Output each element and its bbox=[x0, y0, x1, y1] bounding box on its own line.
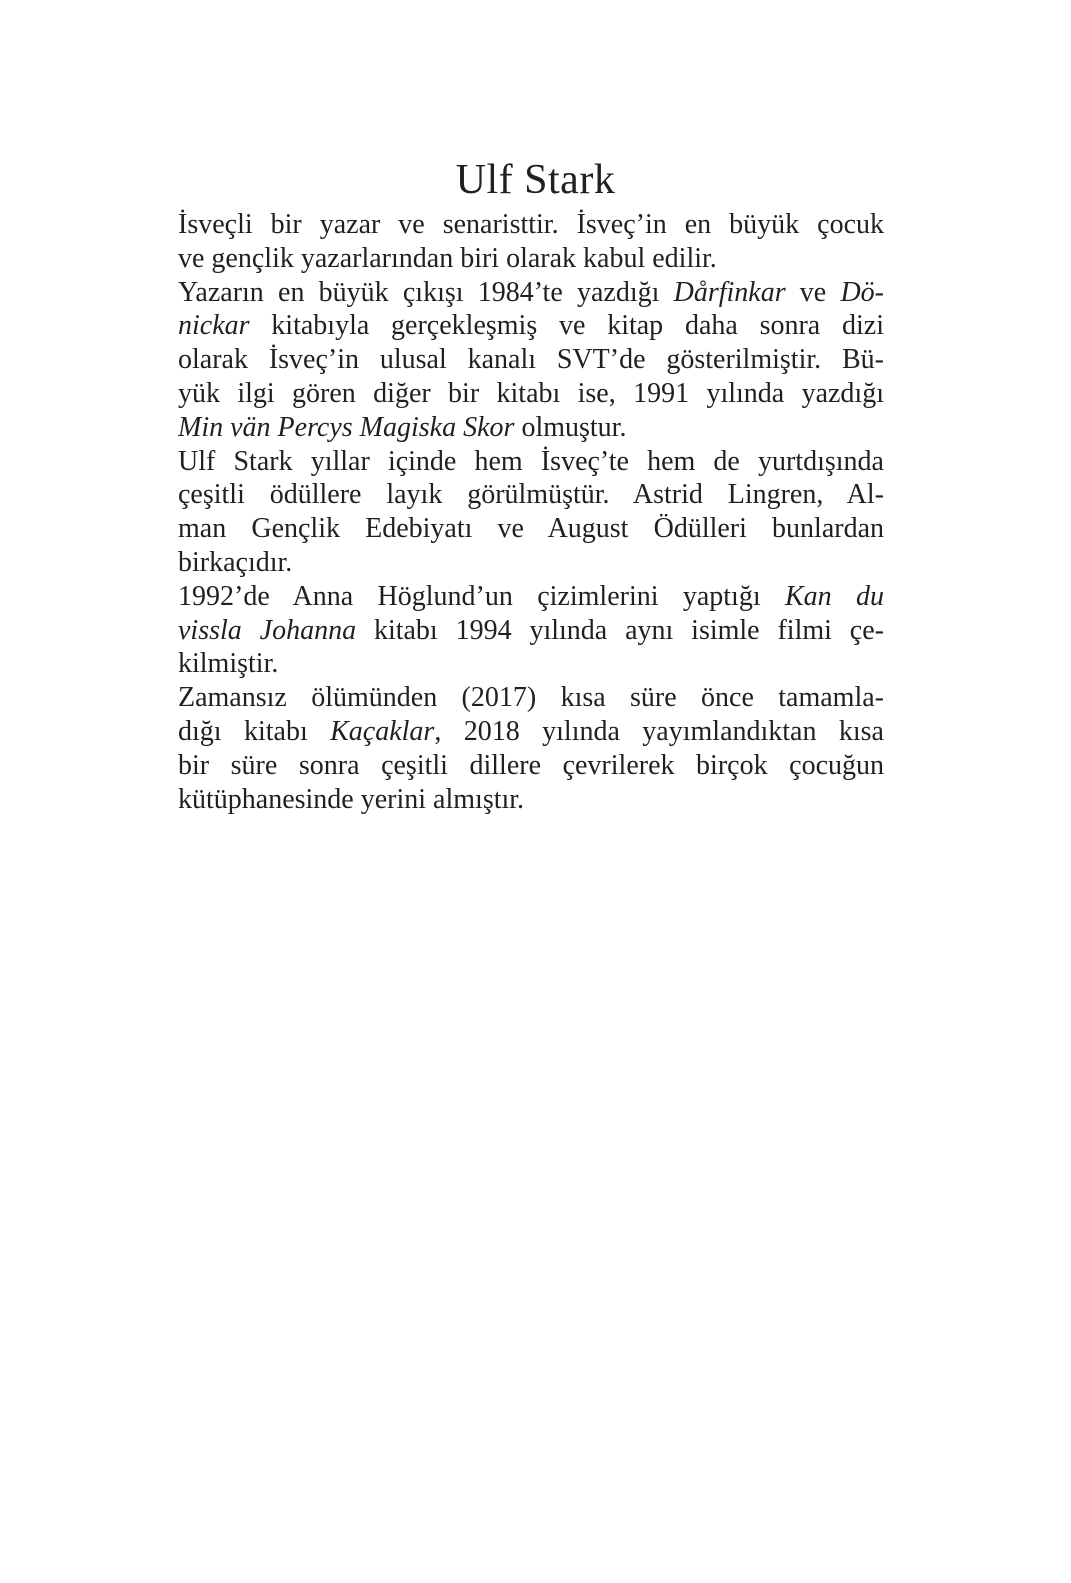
text-line bbox=[178, 715, 884, 749]
text-line bbox=[178, 614, 884, 648]
text-segment: kütüphanesinde yerini almıştır. bbox=[178, 783, 525, 815]
text-line bbox=[178, 749, 884, 783]
text-line bbox=[178, 546, 884, 580]
text-line bbox=[178, 512, 884, 546]
text-line bbox=[178, 309, 884, 343]
paragraph bbox=[178, 681, 884, 816]
text-line bbox=[178, 276, 884, 310]
text-line bbox=[178, 478, 884, 512]
text-line bbox=[178, 208, 884, 242]
page-title: Ulf Stark bbox=[455, 157, 616, 203]
text-line bbox=[178, 783, 884, 817]
text-line bbox=[178, 242, 884, 276]
paragraph bbox=[178, 580, 884, 681]
paragraph bbox=[178, 276, 884, 445]
text-line bbox=[178, 681, 884, 715]
text-line bbox=[178, 377, 884, 411]
book-title: Kaçaklar bbox=[330, 715, 435, 747]
text-segment: bir süre sonra çeşitli dillere çevrilerek birçok çocuğun bbox=[178, 749, 884, 781]
text-line bbox=[178, 647, 884, 681]
text-segment: ve bbox=[785, 276, 841, 308]
text-segment: Ulf Stark yıllar içinde hem İsveç’te hem de yurtdışında bbox=[178, 445, 884, 477]
text-segment: yük ilgi gören diğer bir kitabı ise, 1991 yılında yazdığı bbox=[178, 377, 884, 409]
text-segment: kitabı 1994 yılında aynı isimle filmi çe- bbox=[356, 614, 884, 646]
book-title: Min vän Percys Magiska Skor bbox=[178, 411, 515, 443]
paragraph bbox=[178, 445, 884, 580]
book-title: Dö- bbox=[840, 276, 884, 308]
text-segment: , 2018 yılında yayımlandıktan kısa bbox=[434, 715, 884, 747]
text-segment: İsveçli bir yazar ve senaristtir. İsveç’in en büyük çocuk bbox=[178, 209, 884, 240]
text-line bbox=[178, 580, 884, 614]
text-line bbox=[178, 343, 884, 377]
book-title: nickar bbox=[178, 310, 250, 342]
text-segment: 1992’de Anna Höglund’un çizimlerini yaptığı bbox=[178, 580, 785, 612]
book-title: Kan du bbox=[784, 580, 884, 612]
text-segment: Yazarın en büyük çıkışı 1984’te yazdığı bbox=[178, 276, 674, 308]
biography-text bbox=[178, 208, 884, 816]
text-segment: olmuştur. bbox=[514, 411, 627, 443]
book-title: Dårfinkar bbox=[673, 276, 786, 308]
book-title: vissla Johanna bbox=[178, 614, 357, 646]
text-line bbox=[178, 445, 884, 479]
text-segment: dığı kitabı bbox=[178, 715, 331, 747]
text-segment: man Gençlik Edebiyatı ve August Ödülleri bunlardan bbox=[178, 513, 884, 545]
text-segment: olarak İsveç’in ulusal kanalı SVT’de gösterilmiştir. Bü- bbox=[178, 344, 884, 376]
text-segment: çeşitli ödüllere layık görülmüştür. Astrid Lingren, Al- bbox=[178, 479, 884, 511]
text-segment: birkaçıdır. bbox=[178, 546, 293, 578]
text-segment: ve gençlik yazarlarından biri olarak kabul edilir. bbox=[178, 242, 717, 274]
text-segment: Zamansız ölümünden (2017) kısa süre önce tamamla- bbox=[178, 682, 884, 714]
text-segment: kilmiştir. bbox=[178, 648, 279, 680]
text-line bbox=[178, 411, 884, 445]
paragraph bbox=[178, 208, 884, 276]
text-segment: kitabıyla gerçekleşmiş ve kitap daha sonra dizi bbox=[249, 310, 884, 342]
